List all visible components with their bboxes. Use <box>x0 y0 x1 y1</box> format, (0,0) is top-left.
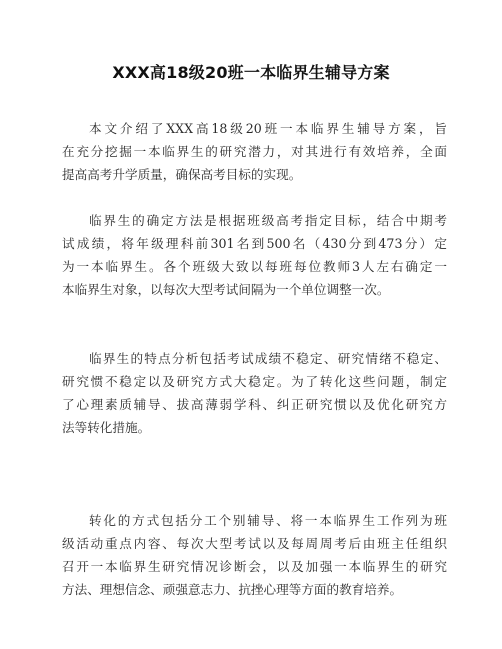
paragraph-intro <box>62 117 447 186</box>
paragraph-line: 为一本临界生。各个班级大致以每班每位教师3人左右确定一 <box>62 259 447 274</box>
paragraph-line: 方法、理想信念、顽强意志力、抗挫心理等方面的教育培养。 <box>62 582 403 597</box>
paragraph-line: 提高高考升学质量，确保高考目标的实现。 <box>62 167 302 182</box>
document-title: XXX高18级20班一本临界生辅导方案 <box>112 63 390 82</box>
paragraph-line: 临界生的确定方法是根据班级高考指定目标，结合中期考 <box>89 213 447 228</box>
paragraph-line: 试成绩，将年级理科前301名到500名（430分到473分）定 <box>62 236 447 251</box>
paragraph-selection-method <box>62 209 447 301</box>
paragraph-line: 法等转化措施。 <box>62 420 151 435</box>
paragraph-line: 在充分挖掘一本临界生的研究潜力，对其进行有效培养，全面 <box>62 144 447 159</box>
paragraph-methods <box>62 509 447 601</box>
paragraph-characteristics <box>62 347 447 439</box>
paragraph-line: 召开一本临界生研究情况诊断会，以及加强一本临界生的研究 <box>62 559 447 574</box>
paragraph-line: 本临界生对象，以每次大型考试间隔为一个单位调整一次。 <box>62 282 390 297</box>
paragraph-line: 了心理素质辅导、拔高薄弱学科、纠正研究惯以及优化研究方 <box>62 397 447 412</box>
paragraph-line: 转化的方式包括分工个别辅导、将一本临界生工作列为班 <box>89 513 447 528</box>
paragraph-line: 级活动重点内容、每次大型考试以及每周周考后由班主任组织 <box>62 536 447 551</box>
paragraph-line: 临界生的特点分析包括考试成绩不稳定、研究情绪不稳定、 <box>89 351 447 366</box>
paragraph-line: 研究惯不稳定以及研究方式大稳定。为了转化这些问题，制定 <box>62 374 447 389</box>
paragraph-line: 本文介绍了XXX高18级20班一本临界生辅导方案，旨 <box>89 121 447 136</box>
